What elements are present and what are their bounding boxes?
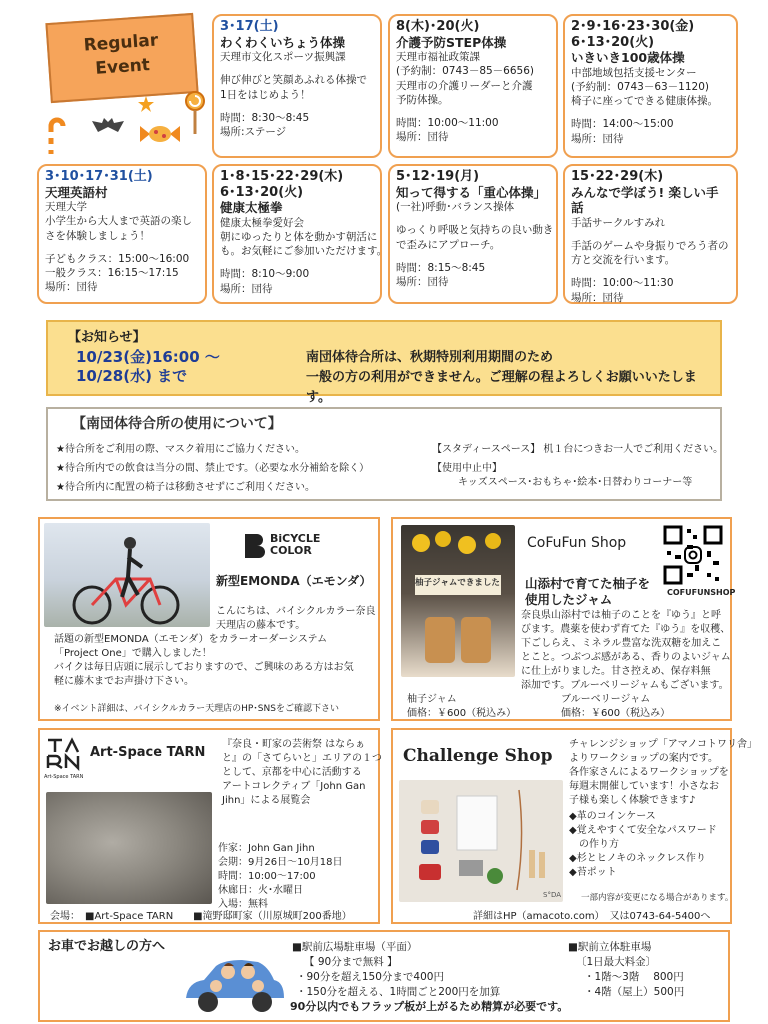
regular-event-badge (45, 13, 198, 103)
notice-message-line: 南団体待合所は、秋期特別利用期間のため (306, 350, 554, 365)
notice-label: 【お知らせ】 (68, 330, 146, 345)
workshop-photo (399, 780, 563, 902)
event-place: 場所：団待 (220, 282, 273, 295)
qr-code-icon (663, 525, 723, 585)
event-organizer: 手話サークルすみれ (571, 216, 666, 229)
workshop-item: ◆覚えやすくて安全なパスワード (569, 825, 717, 836)
event-organizer: 中部地域包括支援センター (571, 66, 697, 79)
event-date: 1･8･15･22･29(木) (220, 169, 344, 184)
event-reservation: (予約制：0743－85－6656) (396, 65, 534, 78)
workshop-item: ◆革のコインケース (569, 811, 656, 822)
parking-a-warning: 90分以内でもフラップ板が上がるため精算が必要です。 (290, 1000, 569, 1013)
event-desc: 予防体操。 (396, 93, 449, 106)
tarn-logo-sub: Art-Space TARN (44, 774, 84, 780)
event-desc: も。お気軽にご参加いただけます。 (220, 245, 388, 258)
badge-line-2: Event (94, 54, 151, 79)
parking-b-line: ・1階〜3階 800円 (584, 971, 684, 983)
challenge-text: 各作家さんによるワークショップを (569, 767, 729, 778)
challenge-contact: 詳細はHP（amacoto.com） 又は0743-64-5400へ (473, 911, 711, 922)
usage-rules-box (46, 407, 722, 501)
event-place: 場所:ステージ (220, 125, 287, 138)
event-title: みんなで学ぼう! 楽しい手話 (571, 184, 719, 216)
event-desc: 伸び伸びと笑顔あふれる体操で (220, 74, 367, 87)
bicycle-photo (44, 523, 210, 627)
bicycle-text: 天理店の藤本です。 (216, 620, 306, 631)
challenge-shop-panel (391, 728, 757, 924)
event-time: 時間：10:00〜11:30 (571, 277, 674, 290)
event-card-step-taiso (388, 14, 558, 158)
event-desc: 小学生から大人まで英語の楽し (45, 215, 192, 228)
usage-rule: ★待合所内での飲食は当分の間、禁止です。（必要な水分補給を除く） (56, 463, 370, 474)
event-card-taikyokuken (212, 164, 388, 304)
star-icon (138, 96, 154, 112)
lollipop-icon (184, 90, 206, 134)
parking-b-title: ■駅前立体駐車場 (568, 941, 652, 953)
parking-a-line: ・150分を超える、1時間ごと200円を加算 (296, 986, 501, 998)
logo-text: COLOR (270, 544, 312, 558)
art-space-tarn-panel (38, 728, 380, 924)
jam-text: 奈良県山添村では柚子のことを『ゆう』と呼 (521, 610, 721, 621)
event-title: 知って得する「重心体操」 (396, 184, 547, 200)
tarn-name: Art-Space TARN (90, 745, 206, 760)
event-date-2: 6･13･20(火) (220, 184, 304, 200)
photo-mark: S°DA (543, 891, 561, 899)
challenge-text: 毎週末開催しています！小さなお (569, 781, 719, 792)
event-title: 介護予防STEP体操 (396, 34, 507, 50)
suspended-list: キッズスペース･おもちゃ･絵本･日替わりコーナー等 (458, 477, 693, 488)
event-date: 15･22･29(木) (571, 169, 664, 184)
event-desc: ゆっくり呼吸と気持ちの良い動き (396, 224, 554, 237)
event-time: 一般クラス：16:15〜17:15 (45, 266, 179, 279)
challenge-title: Challenge Shop (403, 746, 553, 766)
event-day: (土) (253, 19, 279, 34)
item-name: ブルーベリージャム (561, 694, 651, 705)
event-place: 場所：団待 (45, 281, 98, 294)
notice-message-line: 一般の方の利用ができません。ご理解の程よろしくお願いいたします。 (306, 370, 697, 406)
event-place: 場所：団待 (571, 291, 624, 304)
event-place: 場所：団待 (396, 131, 449, 144)
usage-rule: ★待合所内に配置の椅子は移動させずにご利用ください。 (56, 482, 315, 493)
jam-text: とこと。つぶつぶ感がある、香りのよいジャム (521, 652, 731, 663)
tarn-text: と』の「さてらいと」エリアの１つ (222, 753, 382, 764)
event-time: 時間：8:15〜8:45 (396, 261, 486, 274)
bicycle-text: こんにちは、バイシクルカラー奈良 (216, 606, 376, 617)
tarn-text: Jihn」による展覧会 (222, 795, 311, 806)
event-title: わくわくいちょう体操 (220, 34, 346, 50)
tarn-info: 作家：John Gan Jihn (218, 843, 315, 854)
notice-message (306, 348, 720, 408)
bicycle-note: ※イベント詳細は、バイシクルカラー天理店のHP･SNSをご確認下さい (54, 704, 339, 714)
item-price: 価格：￥600（税込み） (561, 708, 671, 719)
suspended-heading: 【使用中止中】 (432, 463, 502, 474)
event-card-ikiiki-100 (563, 14, 738, 158)
event-organizer: 天理市文化スポーツ振興課 (220, 51, 346, 64)
item-name: 柚子ジャム (407, 694, 457, 705)
event-place: 場所：団待 (571, 132, 624, 145)
cofufun-shop-panel (391, 517, 736, 721)
event-organizer: 健康太極拳愛好会 (220, 216, 304, 229)
event-organizer: 天理大学 (45, 201, 87, 214)
jam-text: びます。農薬を使わず育てた『ゆう』を収穫、 (521, 624, 731, 635)
usage-heading: 【南団体待合所の使用について】 (72, 416, 282, 432)
workshop-item: の作り方 (569, 839, 619, 850)
notice-dates (76, 348, 220, 386)
tarn-info: 会期：9月26日〜10月18日 (218, 857, 343, 868)
badge-line-1: Regular (83, 30, 159, 56)
bicycle-body: 軽に藤木までお声掛け下さい。 (54, 676, 194, 687)
tarn-info: 時間：10:00〜17:00 (218, 871, 316, 882)
parking-a-line: 【 90分まで無料 】 (304, 956, 398, 968)
event-title: 天理英語村 (45, 184, 108, 200)
event-organizer: 天理市福祉政策課 (396, 51, 480, 64)
parking-b-line: ・4階（屋上）500円 (584, 986, 685, 998)
qr-label: COFUFUNSHOP (667, 588, 736, 597)
bicycle-color-logo-icon (243, 532, 265, 560)
notice-banner (46, 320, 722, 406)
event-time: 子どもクラス：15:00〜16:00 (45, 252, 190, 265)
challenge-text: 子様も楽しく体験できます♪ (569, 795, 696, 806)
event-desc: で歪みにアプローチ。 (396, 238, 501, 251)
event-date: 3･10･17･31 (45, 169, 128, 184)
study-space-note: 【スタディースペース】 机１台につきお一人でご利用ください。 (432, 444, 724, 455)
tarn-text: アートコレクティブ「John Gan (222, 781, 366, 792)
logo-text: BiCYCLE (270, 532, 321, 545)
bicycle-color-panel (38, 517, 380, 721)
event-date: 5･12･19(月) (396, 169, 480, 184)
event-desc: 朝にゆったりと体を動かす朝活に (220, 230, 378, 243)
event-time: 時間：14:00〜15:00 (571, 118, 674, 131)
parking-info-box (38, 930, 730, 1022)
jam-sign-label: 柚子ジャムできました (415, 578, 500, 588)
event-title: 健康太極拳 (220, 200, 283, 216)
tarn-text: 『奈良・町家の芸術祭 はならぁ (222, 739, 366, 750)
event-organizer: (一社)呼動･バランス操体 (396, 201, 515, 214)
bicycle-body: 「Project One」で購入しました！ (54, 648, 212, 659)
tarn-text: として、京都を中心に活動する (222, 767, 362, 778)
event-date: 2･9･16･23･30(金) (571, 19, 695, 34)
jam-photo (401, 525, 515, 677)
parking-a-title: ■駅前広場駐車場（平面） (292, 941, 418, 953)
event-desc: 手話のゲームや身振りでろう者の (571, 240, 729, 253)
event-reservation: (予約制：0743－63－1120) (571, 80, 709, 93)
tarn-logo-icon (46, 736, 82, 772)
jam-title-2: 使用したジャム (525, 592, 613, 607)
challenge-text: よりワークショップの案内です。 (569, 753, 718, 764)
event-desc: 椅子に座ってできる健康体操。 (571, 95, 718, 108)
bicycle-body: 話題の新型EMONDA（エモンダ）をカラーオーダーシステム (54, 634, 328, 645)
event-desc: 天理市の介護リーダーと介護 (396, 79, 533, 92)
event-day: (土) (127, 169, 153, 184)
notice-date-start: 10/23(金)16:00 〜 (76, 348, 220, 366)
parking-b-line: 〔1日最大料金〕 (576, 956, 657, 968)
event-desc: 1日をはじめよう！ (220, 88, 311, 101)
family-car-icon (180, 952, 286, 1018)
workshop-item: ◆苔ポット (569, 867, 617, 878)
challenge-text: チャレンジショップ「アマノコトワリ舎」 (569, 739, 757, 750)
bicycle-title: 新型EMONDA（エモンダ） (216, 574, 372, 588)
bat-icon (92, 118, 124, 134)
tarn-info: 休廊日：火･水曜日 (218, 885, 303, 896)
event-date: 3･17 (220, 19, 254, 34)
event-date-2: 6･13･20(火) (571, 34, 655, 50)
jam-title-1: 山添村で育てた柚子を (525, 576, 651, 591)
tarn-info: 入場：無料 (218, 899, 268, 910)
usage-rule: ★待合所をご利用の際、マスク着用にご協力ください。 (56, 444, 305, 455)
event-card-english-village (37, 164, 207, 304)
challenge-note: 一部内容が変更になる場合があります。 (581, 893, 734, 903)
event-place: 場所：団待 (396, 275, 449, 288)
workshop-item: ◆杉とヒノキのネックレス作り (569, 853, 706, 864)
item-price: 価格：￥600（税込み） (407, 708, 517, 719)
bicycle-color-logo (270, 533, 320, 557)
candy-icon (140, 124, 180, 144)
event-card-shuwa (563, 164, 738, 304)
jam-text: 下ごしらえ、ミネラル豊富な洗双糖を加えこ (521, 638, 722, 649)
event-desc: 方と交流を行います。 (571, 254, 676, 267)
candy-cane-icon (46, 112, 66, 156)
event-card-ichou-taiso (212, 14, 382, 158)
parking-a-line: ・90分を超え150分まで400円 (296, 971, 444, 983)
notice-date-end: 10/28(水) まで (76, 366, 188, 385)
event-time: 時間：8:10〜9:00 (220, 268, 310, 281)
artwork-photo (46, 792, 212, 904)
tarn-venue: 会場： ■Art-Space TARN ■滝野邸町家（川原城町200番地） (50, 911, 352, 922)
event-desc: さを体験しましょう！ (45, 229, 150, 242)
event-card-jushin-taiso (388, 164, 558, 304)
event-title: いきいき100歳体操 (571, 50, 685, 66)
event-time: 時間：8:30〜8:45 (220, 111, 310, 124)
event-time: 時間：10:00〜11:00 (396, 116, 499, 129)
jam-text: に仕上がりました。甘さ控えめ、保存料無 (521, 666, 711, 677)
jam-text: 添加です。ブルーベリージャムもございます。 (521, 680, 729, 691)
event-date: 8(木)･20(火) (396, 19, 480, 34)
bicycle-body: バイクは毎日店頭に展示しておりますので、ご興味のある方はお気 (54, 662, 354, 673)
parking-heading: お車でお越しの方へ (48, 939, 166, 954)
cofufun-shop-name: CoFuFun Shop (527, 535, 627, 551)
